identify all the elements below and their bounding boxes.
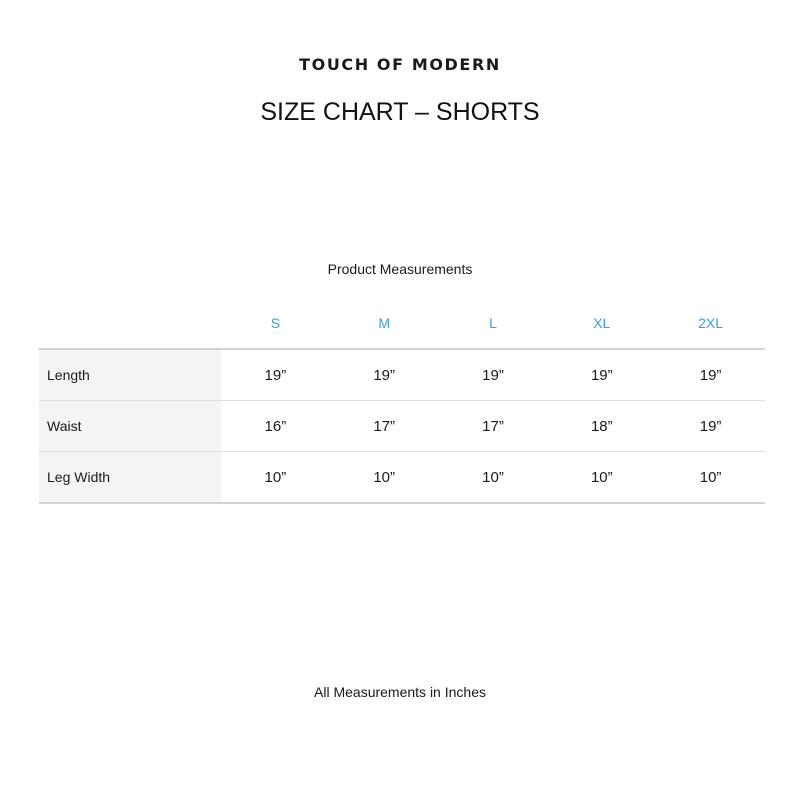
measurement-cell: 10” [699,468,722,486]
row-label: Waist [39,401,221,451]
table-row-leg-width [39,452,765,504]
table-row-length [39,350,765,401]
header-spacer [39,298,221,348]
row-label: Length [39,350,221,400]
size-header-m: M [378,315,391,331]
measurement-cell: 10” [590,468,613,486]
size-header-l: L [489,315,497,331]
measurement-cell: 10” [373,468,396,486]
size-header-row [39,298,765,350]
measurement-cell: 19” [373,366,396,384]
measurement-cell: 10” [264,468,287,486]
table-caption: Product Measurements [327,261,473,277]
measurement-cell: 19” [699,366,722,384]
measurement-cell: 17” [482,417,504,435]
row-label: Leg Width [39,452,221,502]
measurement-cell: 10” [482,468,504,486]
measurement-cell: 19” [482,366,504,384]
table-row-waist [39,401,765,452]
page-title: SIZE CHART – SHORTS [260,98,540,126]
measurement-cell: 18” [590,417,613,435]
brand-logo: TOUCH OF MODERN [299,55,501,74]
measurement-cell: 19” [699,417,722,435]
size-header-2xl: 2XL [698,315,724,331]
size-header-xl: XL [593,315,611,331]
measurement-cell: 16” [264,417,287,435]
measurement-cell: 17” [373,417,396,435]
size-header-s: S [270,315,281,331]
measurement-cell: 19” [264,366,287,384]
measurement-cell: 19” [590,366,613,384]
footer-note: All Measurements in Inches [314,684,486,700]
size-chart-table [39,298,765,504]
